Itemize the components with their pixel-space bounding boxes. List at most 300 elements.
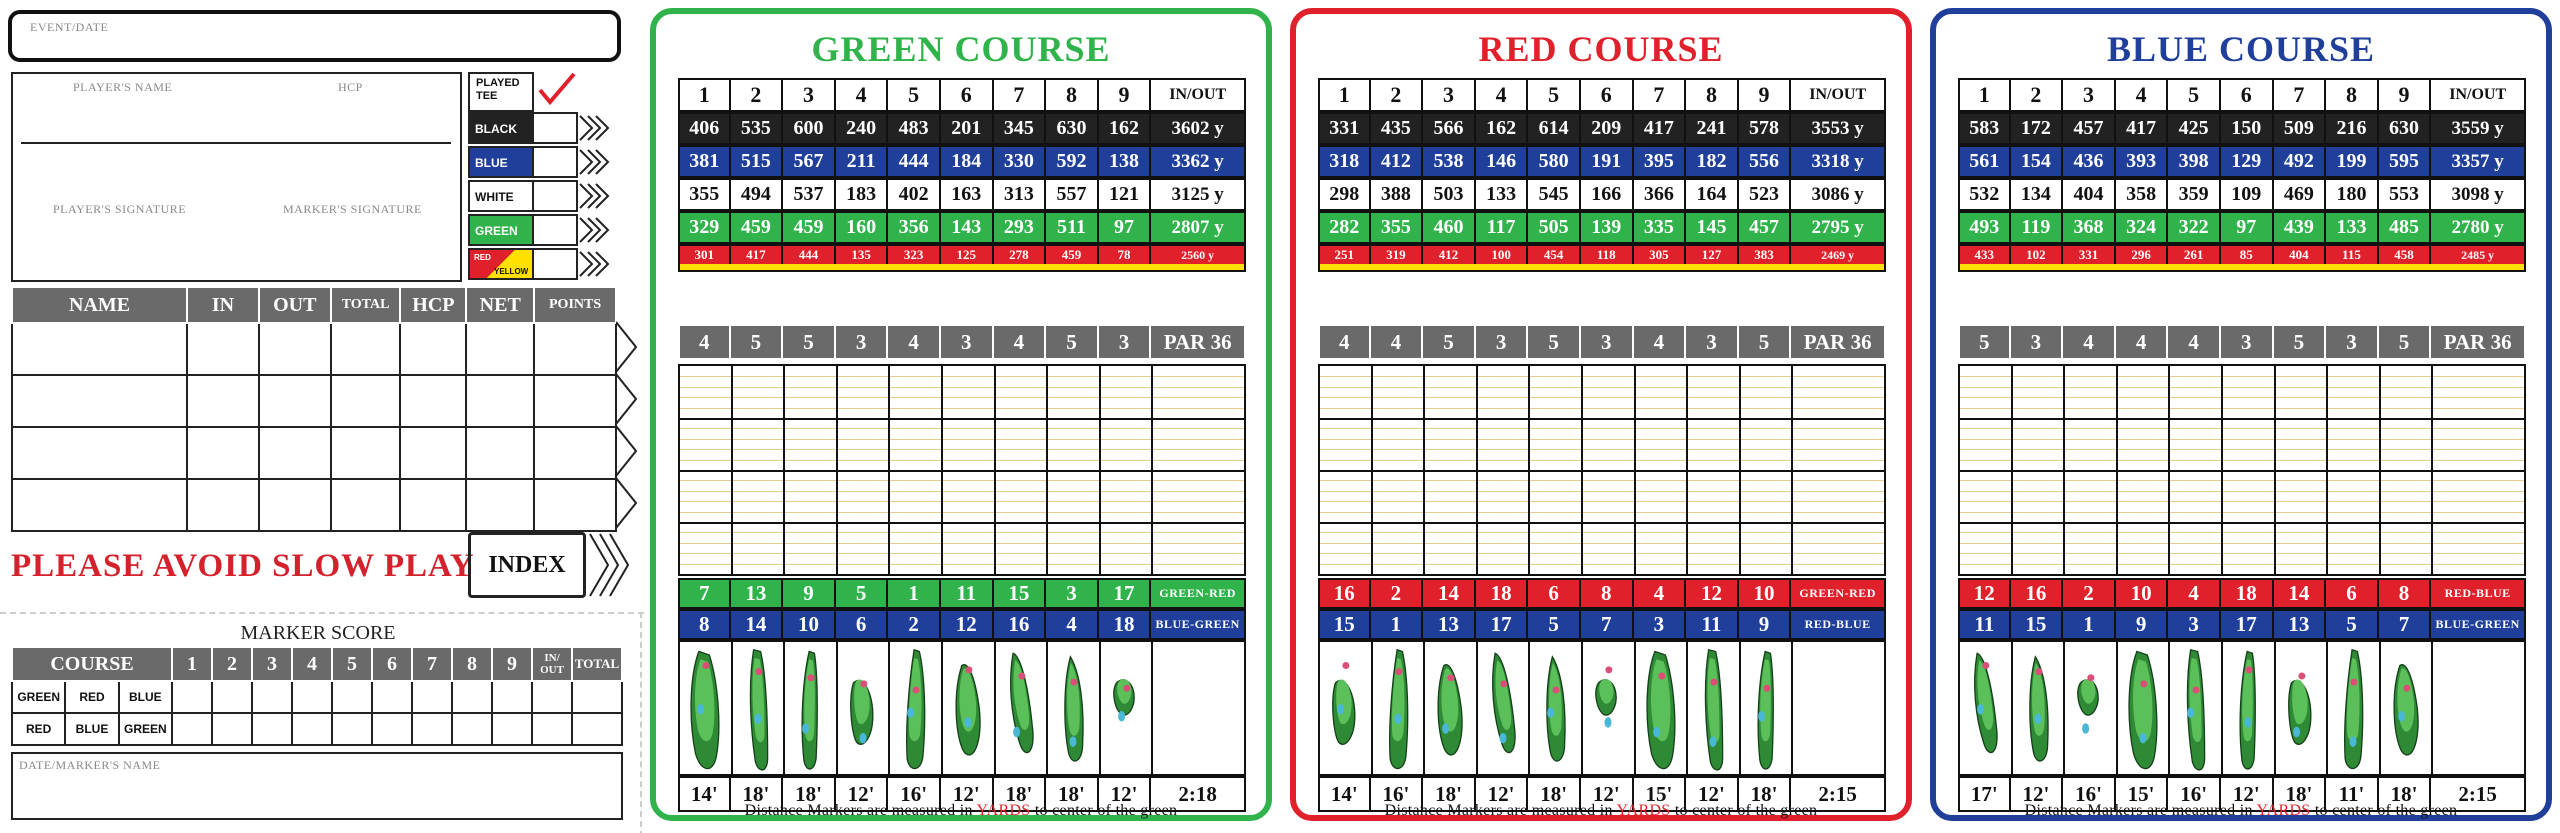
marker-score-cell[interactable] [452,713,492,745]
markers-signature-label: MARKER'S SIGNATURE [283,202,422,216]
yardage-cell: 199 [2326,145,2379,178]
handicap-cell: 4 [1046,609,1099,640]
par-total: PAR 36 [1791,324,1886,360]
yardage-cell: 485 [2379,211,2432,244]
yardage-cell: 412 [1371,145,1424,178]
yardage-cell: 172 [2011,112,2064,145]
handicap-cell: 17 [2221,609,2274,640]
score-column-divider [2326,366,2328,574]
marker-score-cell[interactable] [412,713,452,745]
score-column-divider [2011,366,2013,574]
yardage-cell: 146 [1476,145,1529,178]
handicap-cell: 1 [1371,609,1424,640]
score-column-divider [731,366,733,574]
yardage-cell: 319 [1371,244,1424,266]
handicap-cell: 4 [1634,578,1687,609]
yardage-cell: 180 [2326,178,2379,211]
yardage-cell: 329 [678,211,731,244]
hole-number: 9 [1099,78,1152,112]
handicap-cell: 2 [888,609,941,640]
handicap-row [678,609,1246,640]
fairway-icon [947,648,989,774]
hole-map-blank [2433,642,2524,774]
score-column-divider [2274,366,2276,574]
distance-marker-note [1936,802,2546,820]
row-arrow-icon [616,374,636,424]
yardage-cell: 318 [1318,145,1371,178]
par-cell: 5 [1423,324,1476,360]
tee-label-green: GREEN [468,214,534,246]
yardage-cell: 561 [1958,145,2011,178]
player-score-cell[interactable] [259,323,331,375]
hole-map-icon [838,642,891,774]
footer-yards: YARDS [1616,802,1671,819]
score-column-divider [2379,366,2381,574]
handicap-cell: 12 [941,609,994,640]
score-row-divider [680,418,1244,420]
par-total: PAR 36 [2431,324,2526,360]
player-info-box [11,72,462,282]
score-guide-line [680,397,1244,398]
tee-checkbox-black[interactable] [534,112,578,144]
player-score-cell[interactable] [259,375,331,427]
marker-score-cell[interactable] [572,713,622,745]
par-cell: 3 [1476,324,1529,360]
black-tee-yardage-row [678,112,1246,145]
score-guide-line [1320,460,1884,461]
hole-number: 1 [1958,78,2011,112]
score-guide-line [680,480,1244,481]
score-column-divider [888,366,890,574]
pace-time-cell: 12' [836,776,889,812]
marker-course-name: GREEN [119,713,172,745]
fairway-icon [1324,648,1366,774]
player-score-cell[interactable] [12,323,187,375]
player-score-cell[interactable] [400,323,466,375]
player-score-cell[interactable] [259,479,331,531]
player-score-cell[interactable] [466,375,534,427]
yardage-cell: 145 [1686,211,1739,244]
names-header-total: TOTAL [331,287,401,323]
yellow-tee-strip [1318,264,1886,272]
score-guide-line [1960,449,2524,450]
red-tee-yardage-row [1318,244,1886,266]
yardage-total: 3318 y [1791,145,1886,178]
green-course-title: GREEN COURSE [811,29,1111,69]
yardage-cell: 383 [1739,244,1792,266]
score-row-divider [680,522,1244,524]
event-date-field[interactable] [8,10,621,62]
hole-number: 2 [1371,78,1424,112]
yardage-cell: 578 [1739,112,1792,145]
marker-score-cell[interactable] [492,713,532,745]
yardage-cell: 335 [1634,211,1687,244]
player-score-cell[interactable] [400,427,466,479]
hole-maps-row [678,640,1246,776]
row-arrow-icon [616,478,636,528]
yardage-cell: 368 [2063,211,2116,244]
score-guide-line [1960,397,2524,398]
player-score-cell[interactable] [400,479,466,531]
hole-map-icon [1741,642,1794,774]
hole-number: 8 [1686,78,1739,112]
yardage-cell: 139 [1581,211,1634,244]
par-cell: 4 [678,324,731,360]
yardage-total: 2560 y [1151,244,1246,266]
score-guide-line [680,553,1244,554]
hole-map-icon [943,642,996,774]
yardage-cell: 535 [731,112,784,145]
hole-map-icon [1583,642,1636,774]
player-score-cell[interactable] [534,427,616,479]
red-tee-yardage-row [678,244,1246,266]
par-total: PAR 36 [1151,324,1246,360]
fairway-icon [1105,648,1147,774]
yardage-cell: 345 [994,112,1047,145]
marker-header-6: 6 [372,647,412,681]
tee-row-black [468,112,613,144]
marker-score-cell[interactable] [412,681,452,713]
handicap-cell: 1 [888,578,941,609]
player-score-cell[interactable] [331,479,401,531]
score-guide-line [680,532,1244,533]
yardage-cell: 366 [1634,178,1687,211]
yellow-tee-strip [1958,264,2526,272]
yardage-total: 3362 y [1151,145,1246,178]
handicap-label: RED-BLUE [2431,578,2526,609]
yardage-cell: 216 [2326,112,2379,145]
yardage-cell: 134 [2011,178,2064,211]
yardage-cell: 417 [731,244,784,266]
score-column-divider [994,366,996,574]
fairway-icon [1377,648,1419,774]
score-row-divider [1960,522,2524,524]
score-column-divider [836,366,838,574]
handicap-cell: 10 [2116,578,2169,609]
score-column-divider [1046,366,1048,574]
yardage-cell: 115 [2326,244,2379,266]
marker-score-cell[interactable] [212,713,252,745]
handicap-cell: 5 [1528,609,1581,640]
footer-text-a: Distance Markers are measured in [744,802,973,819]
pace-time-cell: 11' [2326,776,2379,812]
fairway-icon [1429,648,1471,774]
yardage-cell: 135 [836,244,889,266]
handicap-cell: 2 [2063,578,2116,609]
hole-map-icon [2013,642,2066,774]
handicap-row [1318,578,1886,609]
yardage-cell: 509 [2274,112,2327,145]
fairway-icon [2280,648,2322,774]
score-guide-line [1960,501,2524,502]
hole-map-blank [1793,642,1884,774]
hole-map-icon [2381,642,2434,774]
marker-header-3: 3 [252,647,292,681]
handicap-cell: 9 [1739,609,1792,640]
player-score-cell[interactable] [466,479,534,531]
slow-play-notice: PLEASE AVOID SLOW PLAY [11,548,475,584]
player-score-cell[interactable] [331,323,401,375]
hole-number: 7 [2274,78,2327,112]
handicap-cell: 17 [1476,609,1529,640]
marker-score-cell[interactable] [332,713,372,745]
yardage-cell: 240 [836,112,889,145]
names-header-in: IN [187,287,259,323]
handicap-cell: 2 [1371,578,1424,609]
hole-number: 8 [2326,78,2379,112]
cut-line [0,612,644,614]
handicap-cell: 14 [2274,578,2327,609]
yardage-cell: 630 [1046,112,1099,145]
yardage-cell: 406 [678,112,731,145]
pace-time-cell: 12' [1686,776,1739,812]
score-guide-line [1320,376,1884,377]
green-tee-yardage-row [678,211,1246,244]
yellow-tee-strip [678,264,1246,272]
marker-score-cell[interactable] [492,681,532,713]
footer-text-c: to center of the green [1674,802,1818,819]
marker-score-cell[interactable] [252,681,292,713]
hole-map-icon [1425,642,1478,774]
fairway-icon [737,648,779,774]
marker-score-cell[interactable] [372,681,412,713]
tee-label-black: BLACK [468,112,534,144]
marker-header-2: 2 [212,647,252,681]
fairway-icon [2332,648,2374,774]
score-row-divider [680,470,1244,472]
yardage-cell: 102 [2011,244,2064,266]
red-course-card [1290,8,1912,821]
par-cell: 3 [2326,324,2379,360]
yardage-cell: 425 [2168,112,2221,145]
par-cell: 4 [2168,324,2221,360]
marker-score-cell[interactable] [172,681,212,713]
date-marker-name-field[interactable] [11,752,623,820]
footer-text-c: to center of the green [1034,802,1178,819]
player-score-cell[interactable] [187,479,259,531]
pace-time-cell: 15' [2116,776,2169,812]
marker-score-cell[interactable] [252,713,292,745]
names-header-net: NET [466,287,534,323]
player-score-cell[interactable] [534,375,616,427]
player-score-cell[interactable] [187,375,259,427]
yardage-cell: 417 [2116,112,2169,145]
handicap-cell: 14 [731,609,784,640]
fairway-icon [684,648,726,774]
handicap-cell: 10 [1739,578,1792,609]
score-guide-line [1960,532,2524,533]
score-column-divider [1099,366,1101,574]
par-cell: 5 [2274,324,2327,360]
yardage-cell: 492 [2274,145,2327,178]
marker-score-cell[interactable] [532,713,572,745]
pace-total: 2:15 [2431,776,2526,812]
red-course-grid [1318,78,1886,812]
handicap-cell: 1 [2063,609,2116,640]
score-guide-line [680,460,1244,461]
handicap-cell: 6 [836,609,889,640]
distance-marker-note [1296,802,1906,820]
player-score-cell[interactable] [400,375,466,427]
player-score-cell[interactable] [187,323,259,375]
yardage-cell: 305 [1634,244,1687,266]
yardage-cell: 580 [1528,145,1581,178]
handicap-cell: 10 [783,609,836,640]
player-score-cell[interactable] [187,427,259,479]
par-cell: 4 [994,324,1047,360]
marker-score-cell[interactable] [532,681,572,713]
handicap-label: GREEN-RED [1791,578,1886,609]
tee-checkbox-blue[interactable] [534,146,578,178]
par-row [1318,324,1886,360]
handicap-cell: 14 [1423,578,1476,609]
red-course-title: RED COURSE [1478,29,1724,69]
yardage-total: 3086 y [1791,178,1886,211]
yardage-cell: 138 [1099,145,1152,178]
hole-number: 9 [2379,78,2432,112]
yardage-cell: 404 [2063,178,2116,211]
hole-map-icon [890,642,943,774]
played-tee-header [468,72,613,112]
par-cell: 5 [2379,324,2432,360]
yardage-total: 3553 y [1791,112,1886,145]
yardage-cell: 133 [2326,211,2379,244]
yardage-cell: 125 [941,244,994,266]
marker-score-cell[interactable] [292,681,332,713]
score-guide-line [1320,501,1884,502]
yardage-total: 2469 y [1791,244,1886,266]
score-entry-area[interactable] [1958,364,2526,576]
score-row-divider [1320,470,1884,472]
tee-checkbox-white[interactable] [534,180,578,212]
yardage-cell: 323 [888,244,941,266]
tee-row-green [468,214,613,246]
blue-course-grid [1958,78,2526,812]
pace-total: 2:15 [1791,776,1886,812]
score-guide-line [1960,480,2524,481]
hole-number: 3 [1423,78,1476,112]
score-guide-line [1960,512,2524,513]
marker-score-cell[interactable] [212,681,252,713]
fairway-icon [1534,648,1576,774]
fairway-icon [1587,648,1629,774]
player-score-cell[interactable] [534,323,616,375]
marker-score-cell[interactable] [372,713,412,745]
pace-time-cell: 15' [1634,776,1687,812]
marker-score-cell[interactable] [292,713,332,745]
yardage-total: 3559 y [2431,112,2526,145]
yardage-total: 2780 y [2431,211,2526,244]
yardage-cell: 459 [783,211,836,244]
yardage-cell: 417 [1634,112,1687,145]
score-column-divider [1581,366,1583,574]
tee-checkbox-green[interactable] [534,214,578,246]
check-mark-icon [534,72,578,112]
green-tee-yardage-row [1318,211,1886,244]
yardage-cell: 184 [941,145,994,178]
score-column-divider [1371,366,1373,574]
yardage-cell: 298 [1318,178,1371,211]
player-score-cell[interactable] [466,427,534,479]
yardage-cell: 282 [1318,211,1371,244]
handicap-row [678,578,1246,609]
player-score-cell[interactable] [331,427,401,479]
hole-map-icon [2223,642,2276,774]
marker-score-cell[interactable] [332,681,372,713]
distance-marker-note [656,802,1266,820]
handicap-cell: 7 [2379,609,2432,640]
players-signature-label: PLAYER'S SIGNATURE [53,202,187,216]
handicap-cell: 13 [731,578,784,609]
row-arrow-icon [616,322,636,372]
marker-score-cell[interactable] [572,681,622,713]
pace-time-cell: 18' [1528,776,1581,812]
players-score-table [11,286,617,532]
score-entry-area[interactable] [678,364,1246,576]
player-score-cell[interactable] [534,479,616,531]
player-score-cell[interactable] [331,375,401,427]
pace-time-cell: 17' [1958,776,2011,812]
pace-time-cell: 16' [2168,776,2221,812]
player-score-cell[interactable] [466,323,534,375]
pace-time-cell: 12' [2011,776,2064,812]
marker-score-cell[interactable] [172,713,212,745]
player-score-cell[interactable] [12,479,187,531]
score-column-divider [1686,366,1688,574]
par-row [678,324,1246,360]
player-score-cell[interactable] [12,375,187,427]
hole-map-icon [2118,642,2171,774]
red-tee-yardage-row [1958,244,2526,266]
score-guide-line [680,439,1244,440]
yardage-cell: 595 [2379,145,2432,178]
yardage-cell: 100 [1476,244,1529,266]
yardage-cell: 630 [2379,112,2432,145]
event-date-label: EVENT/DATE [30,20,109,34]
players-name-line[interactable] [21,142,451,144]
player-score-cell[interactable] [12,427,187,479]
marker-course-name: BLUE [119,681,172,713]
hole-map-icon [1688,642,1741,774]
yardage-cell: 355 [1371,211,1424,244]
yardage-cell: 459 [1046,244,1099,266]
player-score-cell[interactable] [259,427,331,479]
player-row [12,375,616,427]
player-row [12,323,616,375]
pace-time-cell: 18' [2379,776,2432,812]
tee-checkbox-red-yellow[interactable] [534,248,578,280]
handicap-row [1958,609,2526,640]
yardage-cell: 78 [1099,244,1152,266]
score-row-divider [1960,470,2524,472]
hole-map-icon [1320,642,1373,774]
yardage-cell: 166 [1581,178,1634,211]
pace-time-cell: 18' [994,776,1047,812]
yardage-cell: 211 [836,145,889,178]
handicap-cell: 11 [1686,609,1739,640]
marker-header-11: TOTAL [572,647,622,681]
hole-map-icon [733,642,786,774]
par-cell: 3 [1686,324,1739,360]
score-guide-line [1320,408,1884,409]
yardage-cell: 356 [888,211,941,244]
fairway-icon [2069,648,2111,774]
marker-score-cell[interactable] [452,681,492,713]
row-arrows [616,321,640,533]
in-out-header: IN/OUT [1791,78,1886,112]
score-entry-area[interactable] [1318,364,1886,576]
handicap-cell: 6 [2326,578,2379,609]
